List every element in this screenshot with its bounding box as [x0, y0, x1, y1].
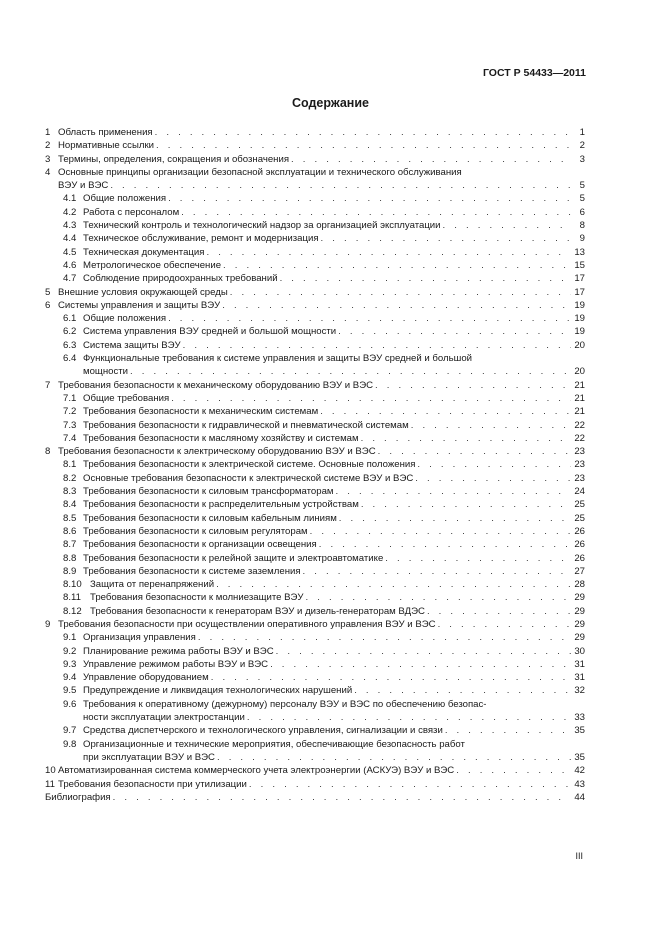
toc-entry-number: 6.4 — [63, 353, 77, 365]
toc-entry-title: Требования безопасности к механическим системам — [83, 406, 319, 418]
toc-entry-title: Требования безопасности к системе заземления — [83, 565, 301, 577]
toc-entry-number: 7.4 — [63, 432, 77, 444]
toc-entry-number: 8.8 — [63, 552, 77, 564]
toc-entry-page: 23 — [574, 446, 585, 458]
toc-entry-title: Внешние условия окружающей среды — [58, 286, 228, 298]
toc-entry-number: 8.4 — [63, 499, 77, 511]
toc-entry-number: 9.4 — [63, 672, 77, 684]
toc-entry[interactable] — [45, 219, 585, 232]
toc-dot-leader — [354, 684, 571, 697]
toc-dot-leader — [361, 432, 571, 445]
toc-entry[interactable] — [45, 778, 585, 791]
toc-entry-title: Требования безопасности к силовым регуляторам — [83, 525, 308, 537]
toc-entry-page: 35 — [574, 725, 585, 737]
toc-entry-number: 7.3 — [63, 419, 77, 431]
toc-entry[interactable] — [45, 153, 585, 166]
toc-entry[interactable] — [45, 286, 585, 299]
toc-entry[interactable] — [45, 379, 585, 392]
toc-entry[interactable] — [45, 485, 585, 498]
toc-entry-number: 6 — [45, 299, 51, 311]
toc-entry-page: 21 — [574, 406, 585, 418]
toc-dot-leader — [270, 658, 571, 671]
toc-dot-leader — [320, 405, 571, 418]
toc-dot-leader — [216, 578, 571, 591]
toc-entry-title: Техническая документация — [83, 246, 205, 258]
toc-entry[interactable] — [45, 538, 585, 551]
toc-entry-number: 2 — [45, 140, 51, 152]
toc-entry-number: 8.12 — [63, 605, 82, 617]
toc-dot-leader — [303, 565, 571, 578]
toc-entry-title: Требования безопасности к силовым трансформаторам — [83, 486, 334, 498]
toc-entry-page: 8 — [579, 220, 585, 232]
toc-entry-page: 31 — [574, 672, 585, 684]
toc-entry[interactable] — [45, 591, 585, 604]
toc-entry-number: 8.5 — [63, 512, 77, 524]
toc-entry[interactable] — [45, 299, 585, 312]
toc-entry-title: Термины, определения, сокращения и обозначения — [58, 153, 290, 165]
toc-entry-page: 9 — [579, 233, 585, 245]
toc-entry-page: 19 — [574, 326, 585, 338]
toc-entry-number: 8.7 — [63, 539, 77, 551]
toc-dot-leader — [156, 139, 571, 152]
toc-entry-number: 7.1 — [63, 392, 77, 404]
toc-entry[interactable] — [45, 472, 585, 485]
toc-entry-page: 30 — [574, 645, 585, 657]
toc-entry-title: Предупреждение и ликвидация технологических нарушений — [83, 685, 353, 697]
toc-entry[interactable] — [45, 698, 585, 725]
toc-entry-title: Средства диспетчерского и технологического управления, сигнализации и связи — [83, 725, 443, 737]
toc-entry-page: 29 — [574, 592, 585, 604]
toc-entry-title: Требования безопасности к распределительным устройствам — [83, 499, 359, 511]
toc-entry-page: 29 — [574, 632, 585, 644]
toc-entry-number: 5 — [45, 286, 51, 298]
toc-entry-title: Общие требования — [83, 392, 170, 404]
toc-entry-number: 4.3 — [63, 220, 77, 232]
toc-entry-number: 4.5 — [63, 246, 77, 258]
toc-entry-page: 24 — [574, 486, 585, 498]
toc-entry-title-continued: ности эксплуатации электростанции — [83, 712, 245, 724]
toc-entry-title: Общие положения — [83, 313, 167, 325]
toc-entry-number: 4.4 — [63, 233, 77, 245]
toc-entry[interactable] — [45, 192, 585, 205]
toc-entry-title: Основные принципы организации безопасной эксплуатации и технического обслуживания — [58, 166, 462, 178]
toc-entry-title: Защита от перенапряжений — [90, 579, 215, 591]
toc-entry-page: 3 — [579, 153, 585, 165]
toc-entry-page: 23 — [574, 459, 585, 471]
toc-entry-title: Управление оборудованием — [83, 672, 209, 684]
toc-entry-page: 20 — [574, 339, 585, 351]
toc-entry-page: 20 — [574, 366, 585, 378]
toc-entry-title: Метрологическое обеспечение — [83, 259, 222, 271]
toc-entry-title: Автоматизированная система коммерческого учета электроэнергии (АСКУЭ) ВЭУ и ВЭС — [58, 765, 455, 777]
toc-dot-leader — [155, 126, 571, 139]
toc-dot-leader — [113, 791, 571, 804]
toc-entry-page: 22 — [574, 419, 585, 431]
toc-entry-number: 7.2 — [63, 406, 77, 418]
toc-entry-title: Организационные и технические мероприятия, обеспечивающие безопасность работ — [83, 738, 465, 750]
toc-entry[interactable] — [45, 312, 585, 325]
toc-entry-title: Системы управления и защиты ВЭУ — [58, 299, 221, 311]
toc-entry-title: Технический контроль и технологический надзор за организацией эксплуатации — [83, 220, 441, 232]
toc-entry-page: 31 — [574, 658, 585, 670]
toc-dot-leader — [445, 724, 571, 737]
toc-entry[interactable] — [45, 419, 585, 432]
toc-entry-number: 9.5 — [63, 685, 77, 697]
toc-entry[interactable] — [45, 565, 585, 578]
toc-entry-title: Требования безопасности к молниезащите ВЭУ — [90, 592, 304, 604]
toc-entry[interactable] — [45, 432, 585, 445]
toc-dot-leader — [338, 325, 571, 338]
toc-entry-number: 6.2 — [63, 326, 77, 338]
toc-entry-page: 35 — [574, 751, 585, 763]
toc-entry-title: Основные требования безопасности к электрической системе ВЭУ и ВЭС — [83, 472, 414, 484]
toc-dot-leader — [385, 552, 571, 565]
toc-entry-number: 9.6 — [63, 698, 77, 710]
toc-entry-page: 19 — [574, 313, 585, 325]
standard-number: ГОСТ Р 54433—2011 — [482, 67, 586, 79]
toc-entry[interactable] — [45, 445, 585, 458]
toc-entry[interactable] — [45, 405, 585, 418]
toc-dot-leader — [168, 192, 571, 205]
toc-dot-leader — [206, 246, 571, 259]
toc-entry-number: 10 — [45, 765, 56, 777]
toc-entry[interactable] — [45, 259, 585, 272]
toc-entry-title: Требования безопасности к электрическому оборудованию ВЭУ и ВЭС — [58, 446, 376, 458]
toc-entry-number: 9 — [45, 618, 51, 630]
page-title: Содержание — [291, 96, 369, 110]
toc-entry[interactable] — [45, 126, 585, 139]
toc-entry-number: 1 — [45, 127, 51, 138]
toc-dot-leader — [378, 445, 571, 458]
toc-entry[interactable] — [45, 232, 585, 245]
toc-entry[interactable] — [45, 764, 585, 777]
toc-entry-number: 11 — [45, 778, 55, 790]
toc-entry[interactable] — [45, 525, 585, 538]
toc-entry[interactable] — [45, 352, 585, 379]
toc-entry-title-continued: ВЭУ и ВЭС — [58, 180, 109, 192]
toc-dot-leader — [280, 272, 571, 285]
toc-entry[interactable] — [45, 166, 585, 193]
toc-entry-page: 43 — [574, 778, 585, 790]
toc-entry[interactable] — [45, 671, 585, 684]
toc-entry-title: Планирование режима работы ВЭУ и ВЭС — [83, 645, 274, 657]
toc-dot-leader — [181, 206, 571, 219]
toc-entry-title: Требования безопасности к организации освещения — [83, 539, 317, 551]
toc-entry[interactable] — [45, 605, 585, 618]
toc-dot-leader — [211, 671, 571, 684]
toc-entry-number: 4.1 — [63, 193, 77, 205]
toc-entry-page: 17 — [574, 286, 585, 298]
toc-entry-page: 26 — [574, 552, 585, 564]
toc-entry[interactable] — [45, 206, 585, 219]
toc-entry-title-continued: мощности — [83, 366, 129, 378]
toc-entry[interactable] — [45, 738, 585, 765]
toc-entry-title: Функциональные требования к системе управления и защиты ВЭУ средней и большой — [83, 353, 473, 365]
toc-dot-leader — [130, 365, 571, 378]
toc-dot-leader — [319, 538, 571, 551]
toc-dot-leader — [336, 485, 571, 498]
toc-entry-number: 9.3 — [63, 658, 77, 670]
toc-entry-title: Система управления ВЭУ средней и большой мощности — [83, 326, 337, 338]
toc-entry[interactable] — [45, 325, 585, 338]
toc-dot-leader — [339, 512, 571, 525]
toc-entry-page: 13 — [574, 246, 585, 258]
toc-dot-leader — [427, 605, 571, 618]
toc-entry[interactable] — [45, 791, 585, 804]
toc-entry-page: 21 — [574, 379, 585, 391]
toc-entry[interactable] — [45, 272, 585, 285]
toc-entry-title: Требования безопасности при утилизации — [58, 778, 247, 790]
toc-entry-page: 26 — [574, 525, 585, 537]
toc-dot-leader — [276, 645, 571, 658]
toc-dot-leader — [223, 259, 571, 272]
toc-entry-number: 6.1 — [63, 313, 77, 325]
toc-dot-leader — [222, 299, 571, 312]
toc-entry-number: 7 — [45, 379, 51, 391]
toc-entry-title: Управление режимом работы ВЭУ и ВЭС — [83, 658, 269, 670]
toc-entry-page: 29 — [574, 618, 585, 630]
toc-entry[interactable] — [45, 684, 585, 697]
toc-entry-number: 8.2 — [63, 472, 77, 484]
toc-entry-title: Работа с персоналом — [83, 206, 180, 218]
toc-entry-page: 28 — [574, 579, 585, 591]
toc-entry-page: 1 — [579, 127, 585, 138]
toc-entry-page: 26 — [574, 539, 585, 551]
toc-dot-leader — [110, 179, 571, 192]
toc-dot-leader — [230, 286, 571, 299]
toc-entry[interactable] — [45, 618, 585, 631]
toc-entry-page: 5 — [579, 193, 585, 205]
toc-entry-number: 8.3 — [63, 486, 77, 498]
toc-entry-title: Требования к оперативному (дежурному) персоналу ВЭУ и ВЭС по обеспечению безопас- — [83, 698, 487, 710]
toc-entry-page: 42 — [574, 765, 585, 777]
toc-entry-title: Система защиты ВЭУ — [83, 339, 181, 351]
toc-entry-page: 23 — [574, 472, 585, 484]
toc-entry-number: 8.11 — [63, 592, 81, 604]
toc-entry-number: 3 — [45, 153, 51, 165]
toc-entry-page: 5 — [579, 180, 585, 192]
toc-entry-number: 8 — [45, 446, 51, 458]
toc-entry-title: Требования безопасности к масляному хозяйству и системам — [83, 432, 359, 444]
toc-entry-page: 19 — [574, 299, 585, 311]
toc-dot-leader — [291, 153, 571, 166]
toc-entry-title: Требования безопасности к релейной защите и электроавтоматике — [83, 552, 384, 564]
toc-entry-title: Требования безопасности к силовым кабельным линиям — [83, 512, 337, 524]
toc-entry-title: Организация управления — [83, 632, 196, 644]
toc-entry-title: Общие положения — [83, 193, 167, 205]
toc-entry-title: Нормативные ссылки — [58, 140, 155, 152]
toc-entry-number: 8.10 — [63, 579, 82, 591]
toc-dot-leader — [361, 498, 571, 511]
toc-entry[interactable] — [45, 645, 585, 658]
toc-entry[interactable] — [45, 139, 585, 152]
toc-dot-leader — [198, 631, 571, 644]
toc-entry[interactable] — [45, 631, 585, 644]
toc-entry-page: 17 — [574, 273, 585, 285]
toc-entry[interactable] — [45, 246, 585, 259]
toc-entry-page: 44 — [574, 791, 585, 803]
toc-entry-number: 8.9 — [63, 565, 77, 577]
toc-entry-number: 9.2 — [63, 645, 77, 657]
table-of-contents — [45, 126, 585, 804]
toc-entry-page: 6 — [579, 206, 585, 218]
toc-dot-leader — [438, 618, 571, 631]
toc-dot-leader — [411, 419, 571, 432]
toc-entry-page: 27 — [574, 565, 585, 577]
toc-entry-title: Требования безопасности к механическому оборудованию ВЭУ и ВЭС — [58, 379, 374, 391]
toc-dot-leader — [415, 472, 571, 485]
toc-entry-title: Требования безопасности к электрической системе. Основные положения — [83, 459, 416, 471]
toc-entry-page: 29 — [574, 605, 585, 617]
toc-entry-number: 9.7 — [63, 725, 77, 737]
toc-dot-leader — [249, 778, 571, 791]
toc-entry-page: 33 — [574, 712, 585, 724]
toc-dot-leader — [417, 458, 571, 471]
toc-entry-title: Техническое обслуживание, ремонт и модернизация — [83, 233, 319, 245]
toc-entry-number: 4 — [45, 166, 51, 178]
toc-entry[interactable] — [45, 512, 585, 525]
toc-entry-number: 8.6 — [63, 525, 77, 537]
toc-entry-page: 22 — [574, 432, 585, 444]
toc-entry-number: 4.6 — [63, 259, 77, 271]
toc-dot-leader — [168, 312, 571, 325]
toc-entry[interactable] — [45, 552, 585, 565]
toc-dot-leader — [443, 219, 571, 232]
toc-dot-leader — [456, 764, 571, 777]
toc-entry-page: 32 — [574, 685, 585, 697]
toc-entry[interactable] — [45, 578, 585, 591]
toc-entry-number: 4.2 — [63, 206, 77, 218]
toc-entry-page: 2 — [579, 140, 585, 152]
toc-entry-title: Требования безопасности к гидравлической и пневматической системам — [83, 419, 409, 431]
toc-entry-page: 21 — [574, 392, 585, 404]
toc-dot-leader — [247, 711, 571, 724]
toc-entry[interactable] — [45, 724, 585, 737]
toc-entry-title: Библиография — [45, 791, 111, 803]
toc-entry-title: Соблюдение природоохранных требований — [83, 273, 278, 285]
toc-dot-leader — [171, 392, 571, 405]
toc-entry-number: 9.8 — [63, 738, 77, 750]
toc-entry-number: 8.1 — [63, 459, 77, 471]
toc-entry[interactable] — [45, 498, 585, 511]
toc-dot-leader — [183, 339, 571, 352]
toc-entry-title: Требования безопасности к генераторам ВЭУ и дизель-генераторам ВДЭС — [90, 605, 425, 617]
toc-dot-leader — [375, 379, 571, 392]
toc-dot-leader — [321, 232, 571, 245]
toc-entry-number: 6.3 — [63, 339, 77, 351]
toc-entry-number: 9.1 — [63, 632, 77, 644]
toc-dot-leader — [217, 751, 571, 764]
toc-entry-page: 25 — [574, 499, 585, 511]
toc-entry-page: 25 — [574, 512, 585, 524]
page-folio: III — [575, 851, 583, 861]
toc-entry-number: 4.7 — [63, 273, 77, 285]
toc-entry-title: Область применения — [58, 127, 153, 138]
toc-dot-leader — [306, 591, 572, 604]
toc-entry[interactable] — [45, 339, 585, 352]
toc-entry[interactable] — [45, 392, 585, 405]
toc-entry[interactable] — [45, 658, 585, 671]
toc-entry-title: Требования безопасности при осуществлении оперативного управления ВЭУ и ВЭС — [58, 618, 436, 630]
toc-entry-page: 15 — [574, 259, 585, 271]
toc-entry-title-continued: при эксплуатации ВЭУ и ВЭС — [83, 751, 215, 763]
toc-dot-leader — [310, 525, 571, 538]
toc-entry[interactable] — [45, 458, 585, 471]
